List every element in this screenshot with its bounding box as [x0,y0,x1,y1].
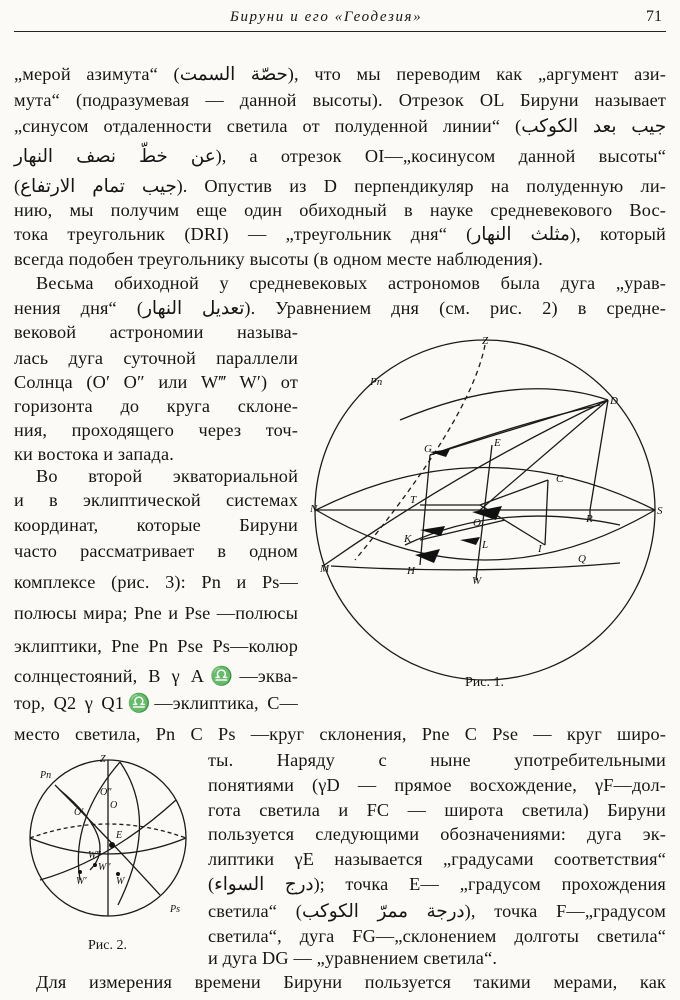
fig2-label: Z [100,754,106,765]
fig1-label: C [556,473,564,485]
text-line: всегда подобен треугольнику высоты (в одном месте наблюдения). [14,249,543,269]
fig1-label: H [407,565,415,577]
figure-2-diagram [14,748,200,922]
text-line: светила“ (درجة ممرّ الكوكب), точка F—„градусом [208,901,666,921]
fig1-label: K [404,533,412,545]
figure-1-caption: Рис. 1. [465,675,504,690]
fig2-label: O″ [100,787,112,798]
text-line: часто рассматривает в одном [14,541,298,561]
text-line: ния, проходящего через точ- [14,420,298,440]
text-line: и дуга DG — „уравнением светила“. [208,948,498,968]
fig2-label: Ps [170,904,180,915]
text-line: и в эклиптической системах [14,490,298,510]
text-line: тока треугольник (DRI) — „треугольник дня“ (مثلث النهار), который [14,224,666,244]
text-line: нию, мы получим еще один обиходный в науке средневекового Вос- [14,200,666,220]
text-line: Во второй экваториальной [36,466,298,486]
figure-1-diagram [305,336,675,688]
text-line: нения дня“ (تعديل النهار). Уравнением дня (см. рис. 2) в средне- [14,298,666,318]
text-line: пользуется следующими обозначениями: дуга эк- [208,824,666,844]
fig1-label: N [310,503,318,515]
text-line: Для измерения времени Бируни пользуется такими мерами, как [36,972,666,992]
running-title: Бируни и его «Геодезия» [230,9,423,25]
page-number: 71 [646,8,662,25]
text-line: عن خطّ نصف النهار), а отрезок OI—„косинусом данной высоты“ [14,146,666,166]
text-line: полюсы мира; Pne и Pse —полюсы [14,603,298,623]
text-line: комплексе (рис. 3): Pn и Ps— [14,572,298,592]
fig2-label: O [110,800,118,811]
fig2-label: W′ [76,876,87,887]
figure-2-caption: Рис. 2. [88,938,127,953]
text-line: Весьма обиходной у средневековых астрономов была дуга „урав- [36,273,666,293]
text-line: эклиптики, Pne Pn Pse Ps—колюр [14,636,298,656]
text-line: понятиями (γD — прямое восхождение, γF—дол- [208,775,666,795]
text-line: лась дуга суточной параллели [14,348,298,368]
fig2-label: W [116,876,125,887]
text-line: (جيب تمام الارتفاع). Опустив из D перпендикуляр на полуденную ли- [14,176,666,196]
text-line: гота светила и FC — широта светила) Бируни [208,800,666,820]
text-line: (درج السواء); точка E— „градусом прохождения [208,874,666,894]
fig1-label: O [473,517,481,529]
fig2-label: W‴ [88,850,101,861]
fig1-label: D [610,395,618,407]
fig2-label: E [116,830,123,841]
text-line: „мерой азимута“ (حصّة السمت), что мы переводим как „аргумент ази- [14,64,666,84]
fig1-label: R [586,513,593,525]
text-line: липтики γE называется „градусами соответствия“ [208,849,666,869]
fig1-label: Pn [370,376,383,388]
text-line: солнцестояний, B γ A♎—эква- [14,666,298,686]
text-line: Солнца (O′ O″ или W‴ W′) от [14,372,298,392]
fig1-label: I [538,543,542,555]
text-line: координат, которые Бируни [14,515,298,535]
fig2-label: W″ [98,862,111,873]
fig1-label: Q [578,553,586,565]
text-line: ты. Наряду с ныне употребительными [208,750,666,770]
text-line: тор, Q2 γ Q1♎—эклиптика, C— [14,693,298,713]
text-line: ки востока и запада. [14,444,174,464]
fig1-label: M [320,563,330,575]
fig1-label: Z [482,336,489,347]
fig1-label: E [494,437,501,449]
fig2-label: O′ [74,807,84,818]
fig1-label: L [482,539,489,551]
fig1-label: G [424,443,432,455]
text-line: мута“ (подразумевая — данной высоты). Отрезок OL Бируни называет [14,90,666,110]
text-line: горизонта до круга склоне- [14,396,298,416]
fig1-label: S [657,505,663,517]
fig1-label: W [472,575,482,587]
text-line: светила“, дуга FG—„склонением долготы светила“ [208,926,666,946]
text-line: место светила, Pn C Ps —круг склонения, Pne C Pse — круг широ- [14,724,666,744]
fig1-label: T [410,494,417,506]
text-line: вековой астрономии называ- [14,322,298,342]
fig2-label: Pn [40,770,52,781]
horizon-front-arc [316,510,655,560]
running-header [14,5,666,32]
horizon-lower [331,563,620,570]
text-line: „синусом отдаленности светила от полуденной линии“ (جيب بعد الكوكب [14,116,666,136]
